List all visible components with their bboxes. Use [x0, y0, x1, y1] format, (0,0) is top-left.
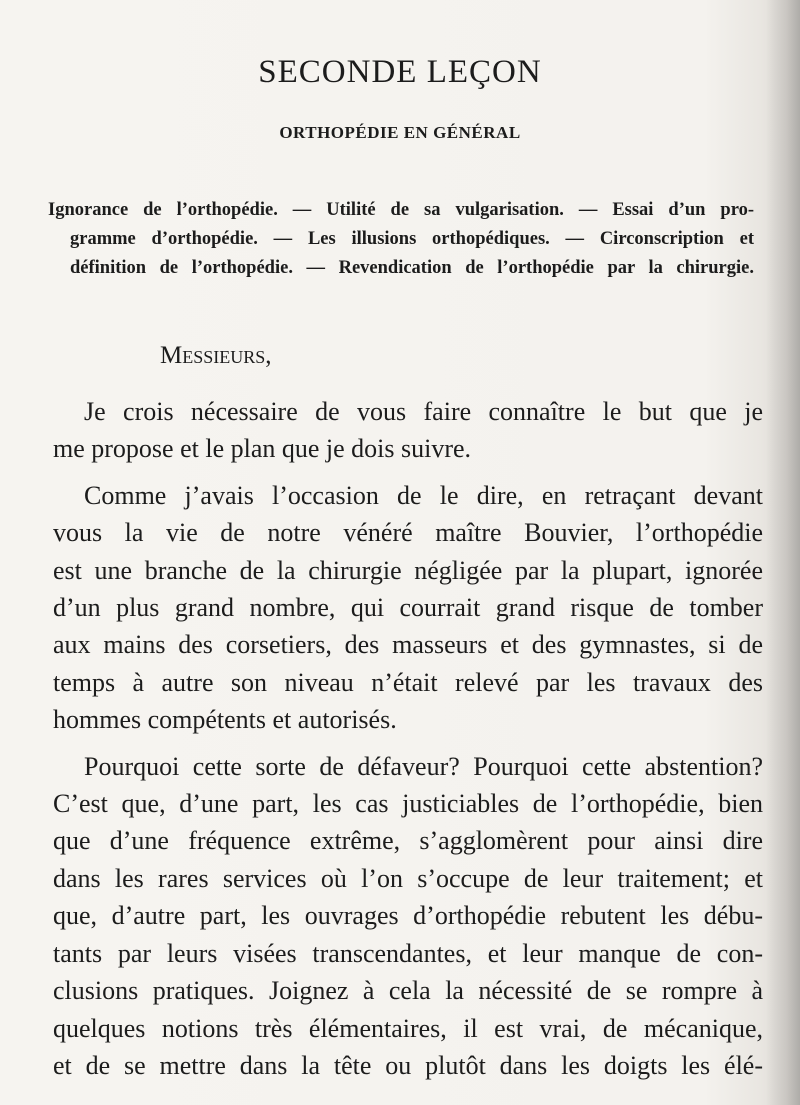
- text-line: Comme j’avais l’occasion de le dire, en retraçant devant: [84, 480, 763, 510]
- text-line: clusions pratiques. Joignez à cela la nécessité de se rompre à: [53, 976, 763, 1006]
- text-line: et de se mettre dans la tête ou plutôt dans les doigts les élé-: [53, 1050, 763, 1080]
- summary-line: gramme d’orthopédie. — Les illusions orthopédiques. — Circonscription et: [70, 229, 754, 249]
- paragraph: [53, 748, 763, 1085]
- text-line: que d’une fréquence extrême, s’agglomèrent pour ainsi dire: [53, 826, 763, 856]
- chapter-summary: [48, 196, 754, 283]
- text-line: tants par leurs visées transcendantes, et leur manque de con-: [53, 938, 763, 968]
- paragraph: [53, 393, 763, 468]
- text-line: est une branche de la chirurgie négligée par la plupart, ignorée: [53, 555, 763, 585]
- text-line: aux mains des corsetiers, des masseurs et des gymnastes, si de: [53, 630, 763, 660]
- text-line: d’un plus grand nombre, qui courrait grand risque de tomber: [53, 593, 763, 623]
- body-text: [53, 393, 763, 1093]
- chapter-title: SECONDE LEÇON: [258, 54, 542, 91]
- text-line: me propose et le plan que je dois suivre.: [53, 434, 472, 464]
- text-line: Pourquoi cette sorte de défaveur? Pourquoi cette abstention?: [84, 751, 763, 781]
- chapter-subtitle: ORTHOPÉDIE EN GÉNÉRAL: [279, 123, 521, 142]
- text-line: hommes compétents et autorisés.: [53, 705, 397, 735]
- salutation: Messieurs,: [160, 342, 272, 369]
- text-line: Je crois nécessaire de vous faire connaître le but que je: [84, 397, 763, 426]
- summary-line: définition de l’orthopédie. — Revendication de l’orthopédie par la chirurgie.: [70, 258, 754, 278]
- page-edge-shadow: [766, 0, 800, 1105]
- paragraph: [53, 477, 763, 739]
- text-line: quelques notions très élémentaires, il est vrai, de mécanique,: [53, 1013, 763, 1043]
- text-line: dans les rares services où l’on s’occupe de leur traitement; et: [53, 863, 763, 893]
- text-line: temps à autre son niveau n’était relevé par les travaux des: [53, 667, 763, 697]
- text-line: que, d’autre part, les ouvrages d’orthopédie rebutent les débu-: [53, 901, 763, 931]
- summary-line: Ignorance de l’orthopédie. — Utilité de sa vulgarisation. — Essai d’un pro-: [48, 200, 754, 220]
- text-line: vous la vie de notre vénéré maître Bouvier, l’orthopédie: [53, 518, 763, 548]
- text-line: C’est que, d’une part, les cas justiciables de l’orthopédie, bien: [53, 789, 763, 819]
